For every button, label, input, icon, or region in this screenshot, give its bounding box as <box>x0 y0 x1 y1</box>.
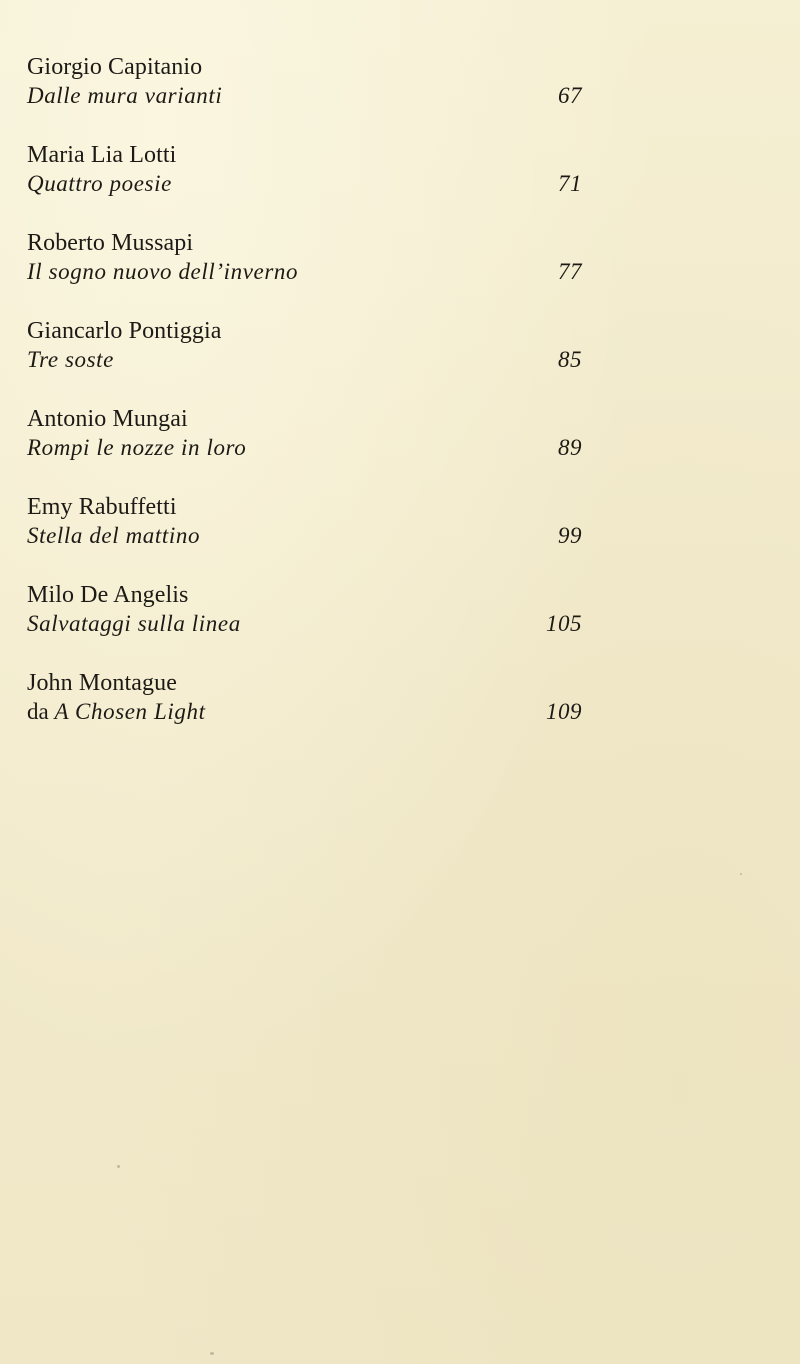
title-line <box>27 170 582 198</box>
author-name: Milo De Angelis <box>27 582 189 608</box>
toc-entry <box>27 228 582 316</box>
author-name: Antonio Mungai <box>27 406 188 432</box>
work-title: Stella del mattino <box>27 523 201 548</box>
work-title: Rompi le nozze in loro <box>27 435 247 460</box>
toc-entry <box>27 668 582 756</box>
title-line <box>27 258 582 286</box>
paper-speck <box>210 1352 214 1355</box>
page-number: 89 <box>558 435 582 460</box>
paper-speck <box>740 873 742 875</box>
toc-entry <box>27 492 582 580</box>
page-number: 71 <box>558 171 582 196</box>
toc-entry <box>27 580 582 668</box>
page-number: 109 <box>546 699 582 724</box>
work-title: A Chosen Light <box>54 699 206 724</box>
page-number: 67 <box>558 83 582 108</box>
table-of-contents <box>27 52 582 756</box>
page-number: 77 <box>558 259 582 284</box>
author-name: Emy Rabuffetti <box>27 494 177 520</box>
title-line <box>27 698 582 726</box>
title-line <box>27 522 582 550</box>
page-number: 105 <box>546 611 582 636</box>
toc-entry <box>27 404 582 492</box>
page-number: 85 <box>558 347 582 372</box>
paper-speck <box>117 1165 120 1168</box>
toc-entry <box>27 52 582 140</box>
toc-entry <box>27 316 582 404</box>
work-title: Tre soste <box>27 347 114 372</box>
title-line <box>27 434 582 462</box>
author-name: Giorgio Capitanio <box>27 54 203 80</box>
author-name: John Montague <box>27 670 177 696</box>
author-name: Roberto Mussapi <box>27 230 194 256</box>
title-line <box>27 346 582 374</box>
work-title: Dalle mura varianti <box>27 83 223 108</box>
work-title: Il sogno nuovo dell’inverno <box>27 259 299 284</box>
work-title: Quattro poesie <box>27 171 172 196</box>
author-name: Maria Lia Lotti <box>27 142 177 168</box>
page-number: 99 <box>558 523 582 548</box>
title-line <box>27 610 582 638</box>
title-prefix: da <box>27 699 55 724</box>
toc-entry <box>27 140 582 228</box>
author-name: Giancarlo Pontiggia <box>27 318 222 344</box>
work-title: Salvataggi sulla linea <box>27 611 241 636</box>
title-line <box>27 82 582 110</box>
